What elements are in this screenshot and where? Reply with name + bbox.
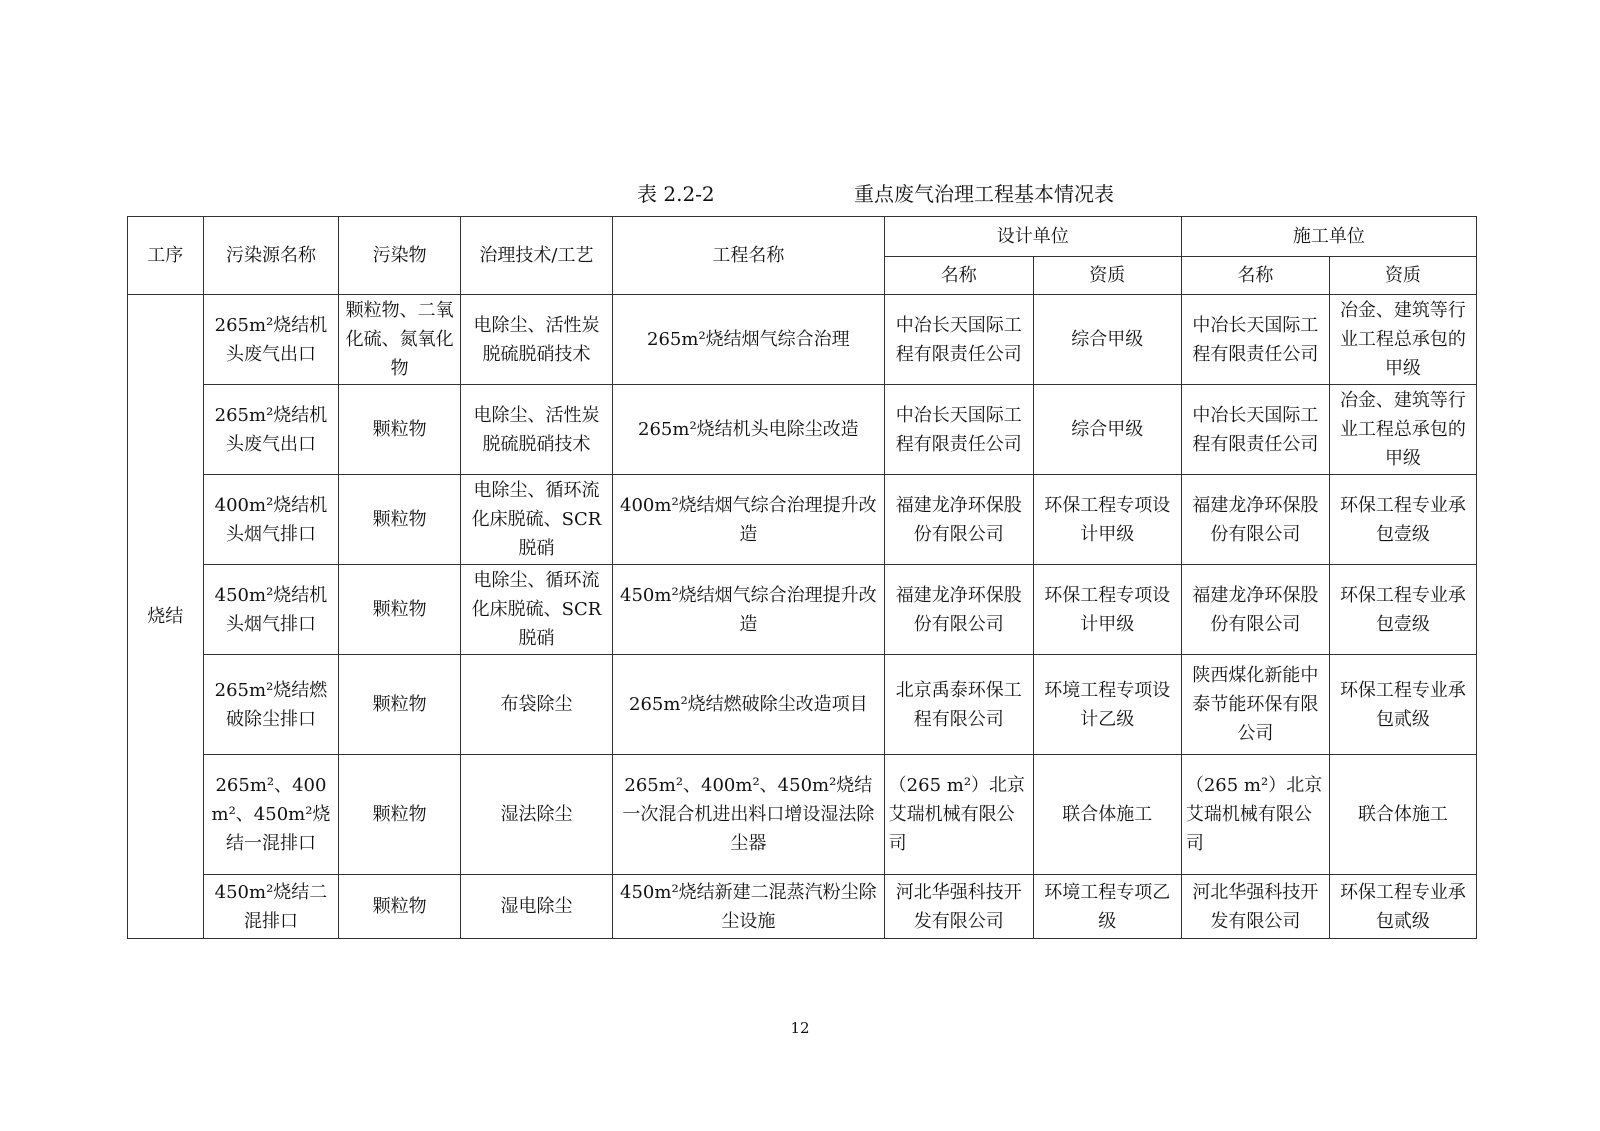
project-cell: 265m²、400m²、450m²烧结一次混合机进出料口增设湿法除尘器 — [613, 755, 885, 875]
technology-cell: 湿电除尘 — [460, 875, 612, 939]
design-name-cell: 中冶长天国际工程有限责任公司 — [884, 385, 1033, 475]
header-process: 工序 — [128, 217, 204, 295]
header-project: 工程名称 — [613, 217, 885, 295]
project-cell: 450m²烧结烟气综合治理提升改造 — [613, 565, 885, 655]
design-qualification-cell: 环保工程专项设计甲级 — [1033, 565, 1181, 655]
page-number: 12 — [790, 1019, 810, 1037]
header-construction-unit: 施工单位 — [1181, 217, 1476, 257]
pollutant-cell: 颗粒物 — [339, 565, 461, 655]
build-name-cell: 福建龙净环保股份有限公司 — [1181, 475, 1329, 565]
header-source: 污染源名称 — [203, 217, 339, 295]
design-qualification-cell: 环保工程专项设计甲级 — [1033, 475, 1181, 565]
source-cell: 450m²烧结机头烟气排口 — [203, 565, 339, 655]
source-cell: 265m²、400m²、450m²烧结一混排口 — [203, 755, 339, 875]
build-name-cell: 福建龙净环保股份有限公司 — [1181, 565, 1329, 655]
build-qualification-cell: 环保工程专业承包壹级 — [1329, 565, 1476, 655]
pollutant-cell: 颗粒物 — [339, 475, 461, 565]
build-qualification-cell: 冶金、建筑等行业工程总承包的甲级 — [1329, 295, 1476, 385]
design-name-cell: 北京禹泰环保工程有限公司 — [884, 655, 1033, 755]
build-qualification-cell: 环保工程专业承包壹级 — [1329, 475, 1476, 565]
design-name-cell: （265 m²）北京艾瑞机械有限公司 — [884, 755, 1033, 875]
technology-cell: 电除尘、活性炭脱硫脱硝技术 — [460, 295, 612, 385]
build-qualification-cell: 冶金、建筑等行业工程总承包的甲级 — [1329, 385, 1476, 475]
technology-cell: 布袋除尘 — [460, 655, 612, 755]
build-qualification-cell: 联合体施工 — [1329, 755, 1476, 875]
design-qualification-cell: 综合甲级 — [1033, 295, 1181, 385]
source-cell: 265m²烧结机头废气出口 — [203, 385, 339, 475]
source-cell: 400m²烧结机头烟气排口 — [203, 475, 339, 565]
project-cell: 450m²烧结新建二混蒸汽粉尘除尘设施 — [613, 875, 885, 939]
design-name-cell: 福建龙净环保股份有限公司 — [884, 565, 1033, 655]
pollutant-cell: 颗粒物 — [339, 755, 461, 875]
design-qualification-cell: 环境工程专项乙级 — [1033, 875, 1181, 939]
design-qualification-cell: 联合体施工 — [1033, 755, 1181, 875]
table-number: 表 2.2-2 — [637, 182, 715, 206]
technology-cell: 电除尘、循环流化床脱硫、SCR脱硝 — [460, 475, 612, 565]
pollutant-cell: 颗粒物 — [339, 875, 461, 939]
table-row — [128, 385, 1477, 475]
table-row — [128, 295, 1477, 385]
project-cell: 265m²烧结机头电除尘改造 — [613, 385, 885, 475]
table-row — [128, 655, 1477, 755]
project-cell: 265m²烧结燃破除尘改造项目 — [613, 655, 885, 755]
project-cell: 265m²烧结烟气综合治理 — [613, 295, 885, 385]
technology-cell: 湿法除尘 — [460, 755, 612, 875]
header-design-unit: 设计单位 — [884, 217, 1181, 257]
header-technology: 治理技术/工艺 — [460, 217, 612, 295]
build-name-cell: 中冶长天国际工程有限责任公司 — [1181, 385, 1329, 475]
design-qualification-cell: 综合甲级 — [1033, 385, 1181, 475]
header-pollutant: 污染物 — [339, 217, 461, 295]
technology-cell: 电除尘、循环流化床脱硫、SCR脱硝 — [460, 565, 612, 655]
source-cell: 265m²烧结燃破除尘排口 — [203, 655, 339, 755]
build-name-cell: 陕西煤化新能中泰节能环保有限公司 — [1181, 655, 1329, 755]
source-cell: 450m²烧结二混排口 — [203, 875, 339, 939]
technology-cell: 电除尘、活性炭脱硫脱硝技术 — [460, 385, 612, 475]
project-cell: 400m²烧结烟气综合治理提升改造 — [613, 475, 885, 565]
design-qualification-cell: 环境工程专项设计乙级 — [1033, 655, 1181, 755]
build-qualification-cell: 环保工程专业承包贰级 — [1329, 655, 1476, 755]
design-name-cell: 福建龙净环保股份有限公司 — [884, 475, 1033, 565]
source-cell: 265m²烧结机头废气出口 — [203, 295, 339, 385]
table-caption — [0, 176, 1600, 210]
process-cell: 烧结 — [128, 295, 204, 939]
header-design-qualification: 资质 — [1033, 257, 1181, 295]
build-qualification-cell: 环保工程专业承包贰级 — [1329, 875, 1476, 939]
build-name-cell: 中冶长天国际工程有限责任公司 — [1181, 295, 1329, 385]
pollutant-cell: 颗粒物 — [339, 385, 461, 475]
design-name-cell: 中冶长天国际工程有限责任公司 — [884, 295, 1033, 385]
table-row — [128, 475, 1477, 565]
header-design-name: 名称 — [884, 257, 1033, 295]
header-build-qualification: 资质 — [1329, 257, 1476, 295]
table-row — [128, 565, 1477, 655]
build-name-cell: （265 m²）北京艾瑞机械有限公司 — [1181, 755, 1329, 875]
build-name-cell: 河北华强科技开发有限公司 — [1181, 875, 1329, 939]
pollutant-cell: 颗粒物、二氧化硫、氮氧化物 — [339, 295, 461, 385]
table-row — [128, 755, 1477, 875]
waste-gas-treatment-table — [127, 216, 1477, 939]
design-name-cell: 河北华强科技开发有限公司 — [884, 875, 1033, 939]
pollutant-cell: 颗粒物 — [339, 655, 461, 755]
table-row — [128, 875, 1477, 939]
table-title: 重点废气治理工程基本情况表 — [854, 182, 1114, 206]
header-build-name: 名称 — [1181, 257, 1329, 295]
